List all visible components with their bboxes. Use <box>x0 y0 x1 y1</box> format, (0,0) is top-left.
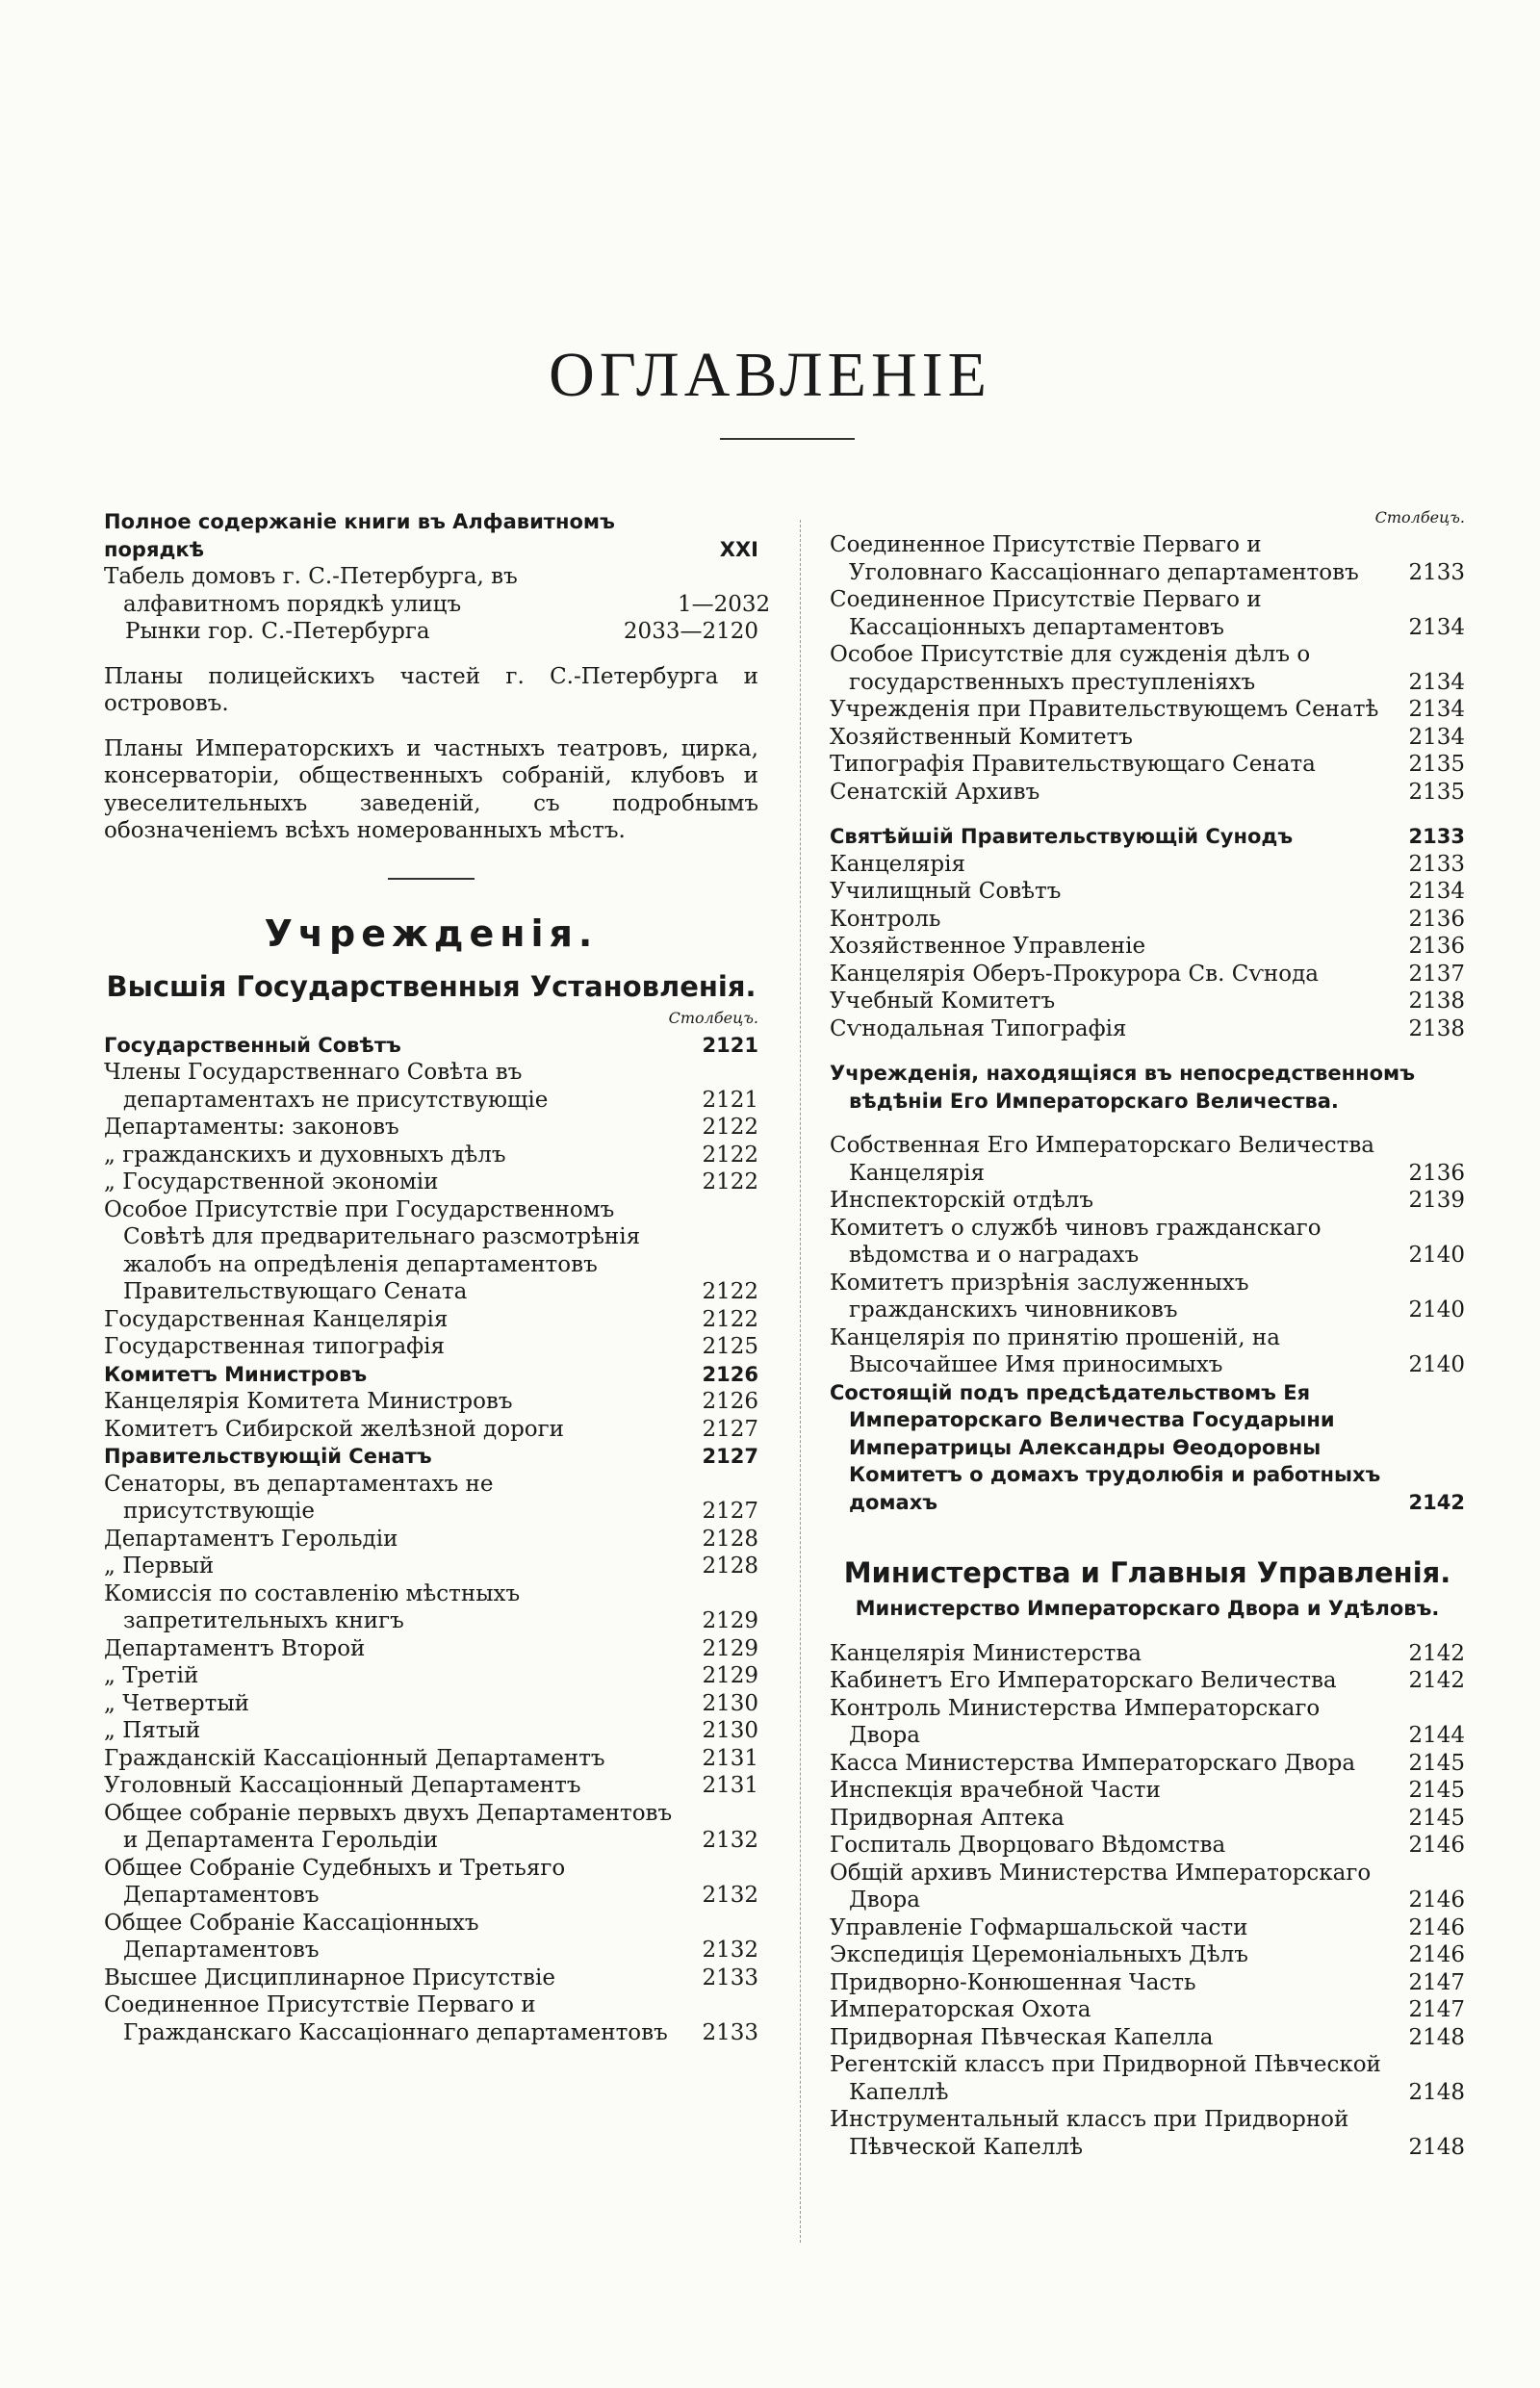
police-plans: Планы полицейскихъ частей г. С.-Петербурга и острововъ. <box>104 663 758 716</box>
toc-entry-text: Соединенное Присутствіе Перваго и Уголовнаго Кассаціоннаго департаментовъ <box>830 532 1359 585</box>
toc-entry[interactable] <box>104 1964 758 1992</box>
toc-entry-number: 2138 <box>1408 989 1465 1014</box>
toc-entry-number: 2136 <box>1408 934 1465 959</box>
toc-entry-text: Придворная Аптека <box>830 1805 1065 1831</box>
toc-entry-number: 2145 <box>1408 1778 1465 1803</box>
toc-entry[interactable] <box>830 1640 1465 1668</box>
toc-entry-number: 2131 <box>702 1745 758 1771</box>
toc-entry[interactable] <box>830 1860 1465 1914</box>
toc-entry-text: „ Государственной экономіи <box>104 1169 439 1194</box>
toc-entry[interactable] <box>830 851 1465 879</box>
toc-entry-text: Государственная Канцелярія <box>104 1306 449 1332</box>
toc-entry-text: Касса Министерства Императорскаго Двора <box>830 1750 1356 1776</box>
toc-entry-number: 2133 <box>1408 825 1465 848</box>
toc-entry-number: 2129 <box>702 1635 758 1661</box>
toc-entry-number: 2134 <box>1408 614 1465 640</box>
toc-entry-number: 2122 <box>702 1115 758 1140</box>
toc-entry-number: 2145 <box>1408 1805 1465 1831</box>
toc-entry[interactable] <box>104 1991 758 2046</box>
toc-entry[interactable] <box>830 1832 1465 1860</box>
toc-entry[interactable] <box>830 724 1465 752</box>
toc-entry-number: 2133 <box>702 2019 758 2045</box>
toc-entry-text: Государственный Совѣтъ <box>104 1033 401 1057</box>
toc-entry-text: Особое Присутствіе при Государственномъ Совѣтѣ для предварительнаго разсмотрѣнія жалобъ на опредѣленія департаментовъ Правительствующаго Сената <box>104 1196 641 1304</box>
toc-entry-text: Общее собраніе первыхъ двухъ Департаментовъ и Департамента Герольдіи <box>104 1800 673 1853</box>
toc-entry-number: 2145 <box>1408 1750 1465 1776</box>
toc-entry[interactable] <box>830 1667 1465 1695</box>
toc-entry-text: „ Четвертый <box>104 1690 249 1716</box>
higher-heading: Высшія Государственныя Установленія. <box>106 969 757 1003</box>
toc-entry-text: Собственная Его Императорскаго Величества Канцелярія <box>830 1133 1374 1186</box>
toc-entry-text: Канцелярія Министерства <box>830 1640 1142 1666</box>
toc-entry-markets[interactable] <box>104 618 758 646</box>
toc-entry-number: 2147 <box>1408 1969 1465 1995</box>
toc-entry[interactable] <box>104 1553 758 1580</box>
toc-entry-number: 2139 <box>1408 1188 1465 1213</box>
toc-entry[interactable] <box>830 1695 1465 1750</box>
toc-entry[interactable] <box>104 1388 758 1416</box>
toc-entry-number: 2122 <box>702 1306 758 1332</box>
toc-entry[interactable] <box>104 1196 758 1306</box>
toc-entry-text: Сенаторы, въ департаментахъ не присутствующіе <box>104 1471 494 1524</box>
toc-entry-text: Училищный Совѣтъ <box>830 879 1062 904</box>
toc-entry-text: Соединенное Присутствіе Перваго и Гражданскаго Кассаціоннаго департаментовъ <box>104 1992 668 2045</box>
toc-entry[interactable] <box>830 2051 1465 2106</box>
toc-entry-number: 2144 <box>1408 1723 1465 1748</box>
toc-entry[interactable] <box>830 1215 1465 1270</box>
toc-entry[interactable] <box>830 696 1465 724</box>
toc-entry-number: 2138 <box>1408 1015 1465 1041</box>
toc-entry[interactable] <box>830 1941 1465 1969</box>
toc-entry-number: 2140 <box>1408 1297 1465 1322</box>
toc-entry-number: 2033—2120 <box>623 619 758 644</box>
toc-entry-text: Общее Собраніе Кассаціонныхъ Департаментовъ <box>104 1910 479 1963</box>
toc-entry-number: 2136 <box>1408 906 1465 932</box>
right-column <box>830 508 1465 2161</box>
toc-entry-text: Экспедиція Церемоніальныхъ Дѣлъ <box>830 1942 1248 1967</box>
toc-entry-number: 2133 <box>1408 559 1465 585</box>
toc-entry-number: 2128 <box>702 1553 758 1579</box>
toc-entry-text: Хозяйственное Управленіе <box>830 934 1146 959</box>
toc-entry[interactable] <box>104 1855 758 1910</box>
toc-entry-text: Канцелярія по принятію прошеній, на Высочайшее Имя приносимыхъ <box>830 1324 1280 1377</box>
toc-entry[interactable] <box>830 1015 1465 1043</box>
toc-entry[interactable] <box>104 1142 758 1169</box>
toc-entry[interactable] <box>830 1969 1465 1997</box>
toc-entry[interactable] <box>830 906 1465 934</box>
toc-entry-number: 2129 <box>702 1663 758 1688</box>
toc-entry-text: Хозяйственный Комитетъ <box>830 724 1133 750</box>
toc-entry-number: 2135 <box>1408 779 1465 805</box>
toc-entry-number: 2142 <box>1408 1640 1465 1666</box>
toc-entry-text: Комитетъ о службѣ чиновъ гражданскаго вѣдомства и о наградахъ <box>830 1215 1322 1268</box>
toc-entry-text: Комиссія по составленію мѣстныхъ запретительныхъ книгъ <box>104 1580 521 1633</box>
toc-entry-text: Соединенное Присутствіе Перваго и Кассаціонныхъ департаментовъ <box>830 587 1262 640</box>
toc-entry[interactable] <box>830 751 1465 779</box>
toc-entry[interactable] <box>104 1168 758 1196</box>
toc-entry-text: Инспекція врачебной Части <box>830 1778 1161 1803</box>
left-column <box>104 508 771 2046</box>
toc-entry-text: Канцелярія Комитета Министровъ <box>104 1389 513 1414</box>
toc-entry-number: 2121 <box>702 1033 758 1057</box>
right-toc-list <box>830 531 1465 1516</box>
toc-entry-text: Канцелярія <box>830 851 965 877</box>
court-heading: Министерство Императорскаго Двора и Удѣловъ. <box>855 1597 1440 1620</box>
toc-entry-number: 2126 <box>702 1362 758 1386</box>
toc-entry-number: 2136 <box>1408 1160 1465 1186</box>
toc-entry[interactable] <box>830 1750 1465 1778</box>
toc-entry-text: Государственная типографія <box>104 1334 446 1359</box>
toc-entry-number: 2127 <box>702 1499 758 1524</box>
toc-entry-text: Учебный Комитетъ <box>830 989 1056 1014</box>
toc-entry-full-contents[interactable] <box>104 508 758 563</box>
toc-entry-text: Сѵнодальная Типографія <box>830 1015 1127 1041</box>
toc-entry[interactable] <box>830 1914 1465 1942</box>
toc-entry-number: 2122 <box>702 1142 758 1168</box>
toc-entry-text: „ Третій <box>104 1663 199 1688</box>
toc-entry-number: XXI <box>719 537 758 561</box>
toc-entry-text: Контроль Министерства Императорскаго Двора <box>830 1695 1321 1748</box>
toc-entry-number: 2132 <box>702 1938 758 1963</box>
toc-entry-number: 2147 <box>1408 1997 1465 2022</box>
toc-entry-number: 2129 <box>702 1608 758 1633</box>
toc-entry[interactable] <box>830 823 1465 851</box>
toc-entry-number: 2140 <box>1408 1243 1465 1268</box>
toc-entry[interactable] <box>830 961 1465 989</box>
toc-entry[interactable] <box>830 1996 1465 2024</box>
toc-entry[interactable] <box>104 1717 758 1745</box>
toc-entry-text: Императорская Охота <box>830 1997 1091 2022</box>
toc-entry-text: Кабинетъ Его Императорскаго Величества <box>830 1668 1337 1693</box>
toc-entry[interactable] <box>104 1690 758 1718</box>
toc-entry-number: 2121 <box>702 1087 758 1113</box>
institutions-heading: Учрежденія. <box>264 912 599 955</box>
toc-entry-text: Регентскій классъ при Придворной Пѣвческой Капеллѣ <box>830 2052 1381 2105</box>
toc-entry-number: 2122 <box>702 1279 758 1304</box>
toc-entry[interactable] <box>104 1745 758 1773</box>
toc-entry-number: 2130 <box>702 1718 758 1743</box>
toc-entry-number: 2128 <box>702 1526 758 1552</box>
toc-entry[interactable] <box>830 2106 1465 2161</box>
toc-entry-text: Придворная Пѣвческая Капелла <box>830 2024 1214 2050</box>
toc-entry-number: 2125 <box>702 1334 758 1359</box>
toc-entry-number: 2131 <box>702 1773 758 1798</box>
toc-entry[interactable] <box>830 1270 1465 1324</box>
toc-entry-text: Полное содержаніе книги въ Алфавитномъ порядкѣ <box>104 510 615 561</box>
toc-entry-number: 1—2032 <box>678 591 771 617</box>
toc-entry[interactable] <box>830 1777 1465 1805</box>
toc-entry-number: 2148 <box>1408 2134 1465 2160</box>
toc-entry[interactable] <box>104 1471 758 1526</box>
toc-entry-text: Департаментъ Герольдіи <box>104 1526 398 1552</box>
toc-entry-number: 2127 <box>702 1445 758 1468</box>
toc-entry-number: 2127 <box>702 1416 758 1442</box>
toc-entry-number: 2146 <box>1408 1914 1465 1940</box>
toc-entry-text: Комитетъ Министровъ <box>104 1362 368 1386</box>
toc-entry[interactable] <box>104 1032 758 1060</box>
toc-entry-text: Инспекторскій отдѣлъ <box>830 1188 1093 1213</box>
title-rule <box>720 438 855 440</box>
toc-entry[interactable] <box>830 1132 1465 1187</box>
toc-entry[interactable] <box>104 1800 758 1855</box>
toc-entry-text: „ гражданскихъ и духовныхъ дѣлъ <box>104 1142 506 1168</box>
section-heading <box>830 1060 1465 1115</box>
toc-entry[interactable] <box>104 1306 758 1334</box>
toc-entry[interactable] <box>104 1443 758 1471</box>
toc-entry-number: 2134 <box>1408 697 1465 722</box>
toc-entry-text: Члены Государственнаго Совѣта въ департаментахъ не присутствующіе <box>104 1060 549 1113</box>
toc-entry-text: Госпиталь Дворцоваго Вѣдомства <box>830 1833 1226 1858</box>
toc-entry[interactable] <box>830 2024 1465 2052</box>
toc-entry[interactable] <box>830 933 1465 961</box>
toc-entry-text: Уголовный Кассаціонный Департаментъ <box>104 1773 581 1798</box>
toc-entry-text: Учрежденія, находящіяся въ непосредственномъ вѣдѣніи Его Императорскаго Величества. <box>830 1062 1415 1113</box>
toc-entry[interactable] <box>830 1805 1465 1833</box>
toc-entry-number: 2133 <box>1408 851 1465 877</box>
toc-entry-number: 2133 <box>702 1964 758 1990</box>
toc-entry[interactable] <box>104 1114 758 1142</box>
toc-entry[interactable] <box>104 1059 758 1114</box>
toc-entry-text: Табель домовъ г. С.-Петербурга, въ алфавитномъ порядкѣ улицъ <box>104 564 518 617</box>
toc-entry-text: Общее Собраніе Судебныхъ и Третьяго Департаментовъ <box>104 1855 566 1908</box>
toc-entry-number: 2146 <box>1408 1887 1465 1913</box>
toc-entry-number: 2137 <box>1408 961 1465 987</box>
toc-entry-text: Придворно-Конюшенная Часть <box>830 1969 1196 1995</box>
toc-entry-text: Высшее Дисциплинарное Присутствіе <box>104 1964 555 1990</box>
toc-entry-text: Общій архивъ Министерства Императорскаго Двора <box>830 1860 1372 1913</box>
toc-entry[interactable] <box>830 878 1465 906</box>
toc-entry-text: Канцелярія Оберъ-Прокурора Св. Сѵнода <box>830 961 1319 987</box>
section-separator <box>388 878 475 880</box>
toc-entry-number: 2134 <box>1408 879 1465 904</box>
toc-entry-text: Инструментальный классъ при Придворной Пѣвческой Капеллѣ <box>830 2107 1349 2160</box>
column-header: Столбецъ. <box>668 1008 758 1027</box>
toc-entry-text: „ Первый <box>104 1553 215 1579</box>
toc-entry[interactable] <box>104 1772 758 1800</box>
toc-entry-houses[interactable] <box>104 563 771 618</box>
toc-entry-number: 2142 <box>1408 1668 1465 1693</box>
toc-entry[interactable] <box>104 1526 758 1553</box>
toc-entry-number: 2122 <box>702 1169 758 1194</box>
toc-entry-text: Правительствующій Сенатъ <box>104 1445 432 1468</box>
toc-entry-number: 2146 <box>1408 1942 1465 1967</box>
toc-entry[interactable] <box>104 1361 758 1389</box>
column-divider <box>800 520 801 2243</box>
column-header: Столбецъ. <box>1374 508 1465 526</box>
toc-entry-text: Типографія Правительствующаго Сената <box>830 752 1316 777</box>
toc-entry[interactable] <box>830 641 1465 696</box>
toc-entry-text: Управленіе Гофмаршальской части <box>830 1914 1248 1940</box>
toc-entry-number: 2146 <box>1408 1833 1465 1858</box>
toc-entry-text: Департаментъ Второй <box>104 1635 366 1661</box>
toc-entry-number: 2134 <box>1408 669 1465 695</box>
toc-entry-text: Гражданскій Кассаціонный Департаментъ <box>104 1745 605 1771</box>
toc-entry-text: Комитетъ призрѣнія заслуженныхъ гражданскихъ чиновниковъ <box>830 1270 1249 1322</box>
toc-entry-text: Сенатскій Архивъ <box>830 779 1040 805</box>
left-toc-list <box>104 1032 758 2047</box>
theatre-plans: Планы Императорскихъ и частныхъ театровъ, цирка, консерваторіи, общественныхъ собраній, клубовъ и увеселительныхъ заведеній, съ подробнымъ обозначеніемъ всѣхъ номерованныхъ мѣстъ. <box>104 735 758 843</box>
toc-entry-number: 2132 <box>702 1828 758 1853</box>
toc-entry[interactable] <box>830 1379 1465 1517</box>
toc-entry[interactable] <box>830 1187 1465 1215</box>
toc-entry-number: 2142 <box>1408 1490 1465 1514</box>
toc-entry[interactable] <box>104 1416 758 1444</box>
toc-entry[interactable] <box>104 1662 758 1690</box>
toc-entry-number: 2135 <box>1408 752 1465 777</box>
ministries-heading: Министерства и Главныя Управленія. <box>843 1556 1451 1589</box>
toc-entry[interactable] <box>830 531 1465 586</box>
toc-entry-number: 2132 <box>702 1883 758 1908</box>
toc-entry-text: Состоящій подъ предсѣдательствомъ Ея Императорскаго Величества Государыни Императрицы Александры Ѳеодоровны Комитетъ о домахъ трудолюбія и работныхъ домахъ <box>830 1380 1381 1514</box>
toc-entry-text: Особое Присутствіе для сужденія дѣлъ о государственныхъ преступленіяхъ <box>830 642 1311 695</box>
toc-entry-text: Комитетъ Сибирской желѣзной дороги <box>104 1416 565 1442</box>
toc-entry[interactable] <box>830 988 1465 1015</box>
toc-entry[interactable] <box>830 1324 1465 1379</box>
toc-entry-number: 2126 <box>702 1389 758 1414</box>
toc-entry[interactable] <box>104 1580 758 1635</box>
toc-entry-number: 2134 <box>1408 724 1465 750</box>
page-title: ОГЛАВЛЕНІЕ <box>549 340 991 410</box>
toc-entry-number: 2148 <box>1408 2079 1465 2105</box>
toc-entry[interactable] <box>830 779 1465 807</box>
toc-entry[interactable] <box>104 1635 758 1663</box>
toc-entry-text: Рынки гор. С.-Петербурга <box>125 619 430 644</box>
toc-entry-text: Святѣйшій Правительствующій Сунодъ <box>830 825 1294 848</box>
toc-entry-number: 2148 <box>1408 2024 1465 2050</box>
toc-entry[interactable] <box>830 586 1465 641</box>
toc-entry-number: 2130 <box>702 1690 758 1716</box>
right-toc-list-2 <box>830 1640 1465 2162</box>
toc-entry-number: 2140 <box>1408 1352 1465 1377</box>
toc-entry-text: Контроль <box>830 906 941 932</box>
toc-entry[interactable] <box>104 1910 758 1964</box>
toc-entry-text: Департаменты: законовъ <box>104 1115 399 1140</box>
toc-entry-text: Учрежденія при Правительствующемъ Сенатѣ <box>830 697 1379 722</box>
toc-entry-text: „ Пятый <box>104 1718 201 1743</box>
toc-entry[interactable] <box>104 1333 758 1361</box>
